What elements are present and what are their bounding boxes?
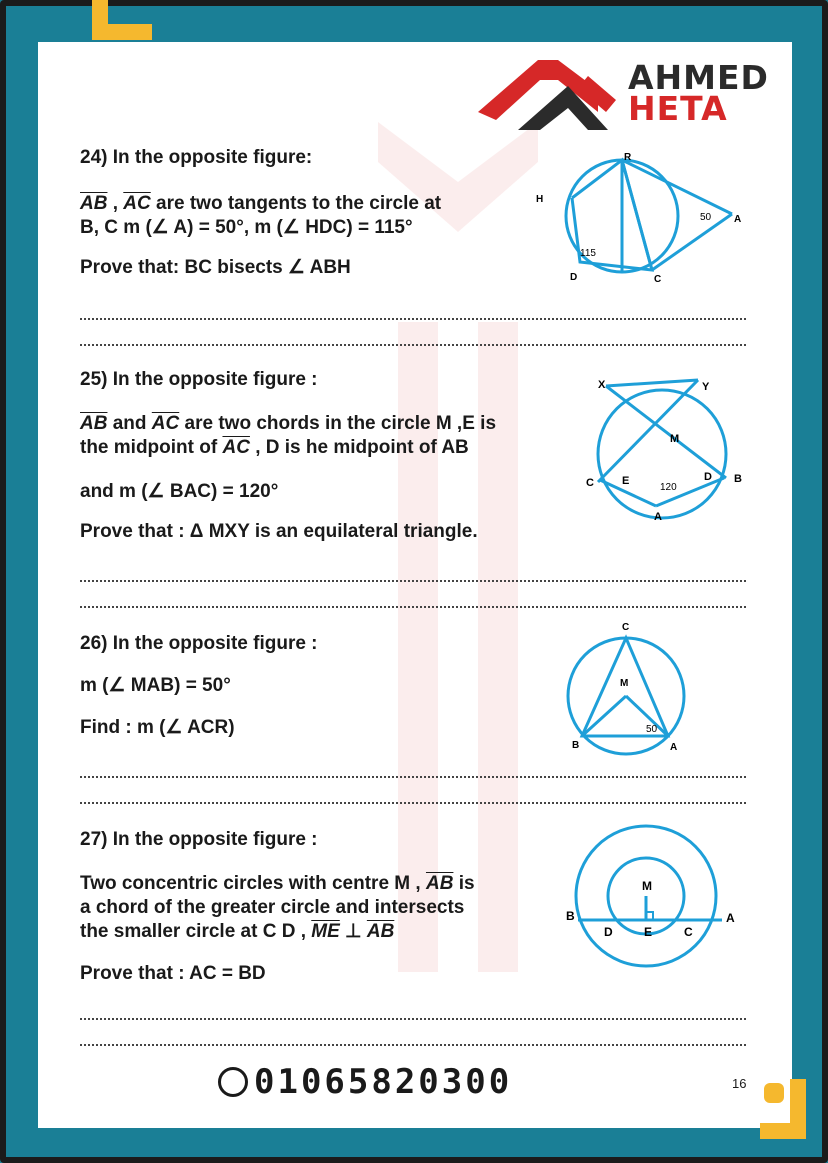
find-statement: Find : m (∠ ACR) xyxy=(80,717,235,738)
question-line: B, C m (∠ A) = 50°, m (∠ HDC) = 115° xyxy=(80,217,413,238)
label-d: D xyxy=(570,272,578,283)
label-a: A xyxy=(734,214,742,225)
label-m: M xyxy=(642,879,652,893)
contact-phone xyxy=(218,1062,618,1106)
label-b: B xyxy=(572,740,580,751)
chord-bc xyxy=(622,160,652,270)
figure-26 xyxy=(564,618,694,758)
line-xy xyxy=(606,380,698,386)
angle-50: 50 xyxy=(646,724,658,735)
question-line xyxy=(80,920,475,944)
page-number: 16 xyxy=(732,1076,747,1091)
label-y: Y xyxy=(702,381,710,393)
answer-line xyxy=(80,318,746,322)
text-fragment: , D is he midpoint of AB xyxy=(249,437,469,458)
prove-statement: Prove that: BC bisects ∠ ABH xyxy=(80,257,351,278)
label-c: C xyxy=(622,622,630,633)
question-24 xyxy=(80,146,441,280)
brand-name xyxy=(628,58,769,128)
text-fragment: , xyxy=(107,193,124,214)
angle-50: 50 xyxy=(700,212,712,223)
question-26 xyxy=(80,632,318,740)
label-a: A xyxy=(654,511,662,523)
vector-ab: $\overline{AB}$ xyxy=(80,193,108,214)
label-c: C xyxy=(654,274,662,284)
answer-line xyxy=(80,580,746,584)
chord-ac: $\overline{AC}$ xyxy=(151,413,180,434)
angle-120: 120 xyxy=(660,482,677,493)
figure-25 xyxy=(586,378,746,528)
whatsapp-icon xyxy=(218,1067,248,1097)
label-x: X xyxy=(598,379,606,391)
circle xyxy=(598,390,726,518)
prove-statement: Prove that : AC = BD xyxy=(80,963,266,984)
brand-line-2: HETA xyxy=(628,89,728,128)
answer-line xyxy=(80,344,746,348)
label-e: E xyxy=(644,925,653,939)
question-line xyxy=(80,872,475,896)
text-fragment: and xyxy=(107,413,152,434)
perpendicular-symbol: ⊥ xyxy=(339,921,367,942)
question-line xyxy=(80,412,496,436)
question-27 xyxy=(80,828,475,986)
vector-ac: $\overline{AC}$ xyxy=(123,193,151,214)
yellow-corner-top xyxy=(92,0,152,40)
worksheet-page xyxy=(38,42,792,1128)
label-a: A xyxy=(670,742,678,753)
chord-ab: $\overline{AB}$ xyxy=(80,413,108,434)
answer-line xyxy=(80,1018,746,1022)
text-fragment: the midpoint of xyxy=(80,437,223,458)
brand-line-1: AHMED xyxy=(628,58,769,97)
radius-mb xyxy=(582,696,626,736)
figure-27 xyxy=(564,822,744,972)
text-fragment: are two tangents to the circle at xyxy=(150,193,442,214)
question-line: and m (∠ BAC) = 120° xyxy=(80,481,279,502)
question-heading: 24) In the opposite figure: xyxy=(80,147,313,168)
phone-number: 01065820300 xyxy=(254,1062,513,1102)
label-c: C xyxy=(586,477,594,489)
answer-line xyxy=(80,802,746,806)
answer-line xyxy=(80,776,746,780)
label-c: C xyxy=(684,925,693,939)
question-25 xyxy=(80,368,496,544)
label-r: R xyxy=(624,152,632,163)
line-yc xyxy=(598,380,698,482)
text-fragment: the smaller circle at C D , xyxy=(80,921,312,942)
label-m: M xyxy=(620,678,629,689)
question-line xyxy=(80,436,496,460)
text-fragment: is xyxy=(453,873,475,894)
chord-ac: $\overline{AC}$ xyxy=(222,437,250,458)
answer-line xyxy=(80,1044,746,1048)
label-b: B xyxy=(566,909,575,923)
label-m: M xyxy=(670,433,680,445)
label-d: D xyxy=(604,925,613,939)
question-heading: 25) In the opposite figure : xyxy=(80,369,318,390)
prove-statement: Prove that : Δ MXY is an equilateral triangle. xyxy=(80,521,478,542)
text-fragment: Two concentric circles with centre M , xyxy=(80,873,426,894)
question-line: a chord of the greater circle and intersects xyxy=(80,897,465,918)
label-a: A xyxy=(726,911,735,925)
label-b: B xyxy=(734,473,742,485)
label-h: H xyxy=(536,194,544,205)
figure-24 xyxy=(532,152,742,284)
question-heading: 27) In the opposite figure : xyxy=(80,829,318,850)
text-fragment: are two chords in the circle M ,E is xyxy=(179,413,497,434)
tangent-ac xyxy=(652,214,732,270)
yellow-corner-bottom xyxy=(760,1079,806,1139)
question-line: m (∠ MAB) = 50° xyxy=(80,675,231,696)
answer-line xyxy=(80,606,746,610)
label-d: D xyxy=(704,471,712,483)
segment-me: $\overline{ME}$ xyxy=(311,921,340,942)
angle-115: 115 xyxy=(580,248,596,259)
chord-ab: $\overline{AB}$ xyxy=(366,921,395,942)
line-xb xyxy=(606,386,726,478)
question-heading: 26) In the opposite figure : xyxy=(80,633,318,654)
chord-ab: $\overline{AB}$ xyxy=(425,873,454,894)
label-e: E xyxy=(622,475,630,487)
question-line xyxy=(80,192,441,216)
